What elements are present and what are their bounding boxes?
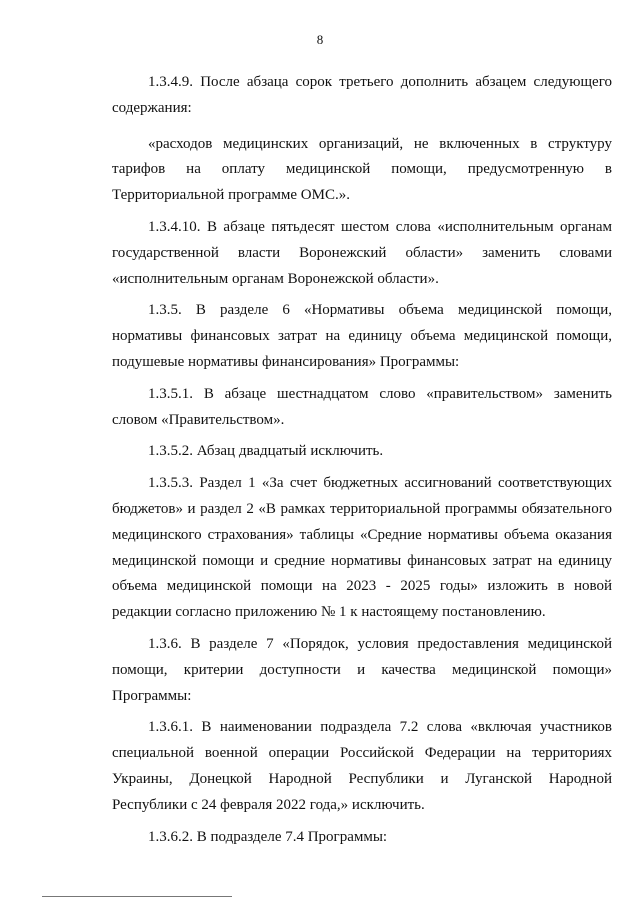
footer-divider bbox=[42, 896, 232, 897]
paragraph-1-3-4-10: 1.3.4.10. В абзаце пятьдесят шестом слова «исполнительным органам государственной власти Воронежский области» заменить словами «исполнительным органам Воронежской области». bbox=[112, 218, 612, 287]
paragraph-1-3-6-2: 1.3.6.2. В подразделе 7.4 Программы: bbox=[148, 828, 388, 845]
paragraph-quote-expenses: «расходов медицинских организаций, не включенных в структуру тарифов на оплату медицинской помощи, предусмотренную в Территориальной программе ОМС.». bbox=[112, 135, 612, 204]
paragraph-1-3-5-1: 1.3.5.1. В абзаце шестнадцатом слово «правительством» заменить словом «Правительством». bbox=[112, 385, 612, 428]
paragraph-1-3-5-3: 1.3.5.3. Раздел 1 «За счет бюджетных ассигнований соответствующих бюджетов» и раздел 2 «В рамках территориальной программы обязательного медицинского страхования» таблицы «Средние нормативы объема оказания медицинской помощи и средние нормативы финансовых затрат на единицу объема медицинской помощи на 2023 - 2025 годы» изложить в новой редакции согласно приложению № 1 к настоящему постановлению. bbox=[112, 475, 612, 621]
paragraph-1-3-4-9: 1.3.4.9. После абзаца сорок третьего дополнить абзацем следующего содержания: bbox=[112, 74, 612, 116]
document-body bbox=[112, 70, 612, 850]
page-number: 8 bbox=[316, 32, 324, 47]
paragraph-1-3-5-2: 1.3.5.2. Абзац двадцатый исключить. bbox=[148, 443, 384, 460]
paragraph-1-3-6: 1.3.6. В разделе 7 «Порядок, условия предоставления медицинской помощи, критерии доступности и качества медицинской помощи» Программы: bbox=[112, 635, 612, 704]
paragraph-1-3-5: 1.3.5. В разделе 6 «Нормативы объема медицинской помощи, нормативы финансовых затрат на единицу объема медицинской помощи, подушевые нормативы финансирования» Программы: bbox=[112, 302, 612, 370]
paragraph-1-3-6-1: 1.3.6.1. В наименовании подраздела 7.2 слова «включая участников специальной военной операции Российской Федерации на территориях Украины, Донецкой Народной Республики и Луганской Народной Республики с 24 февраля 2022 года,» исключить. bbox=[112, 719, 612, 813]
